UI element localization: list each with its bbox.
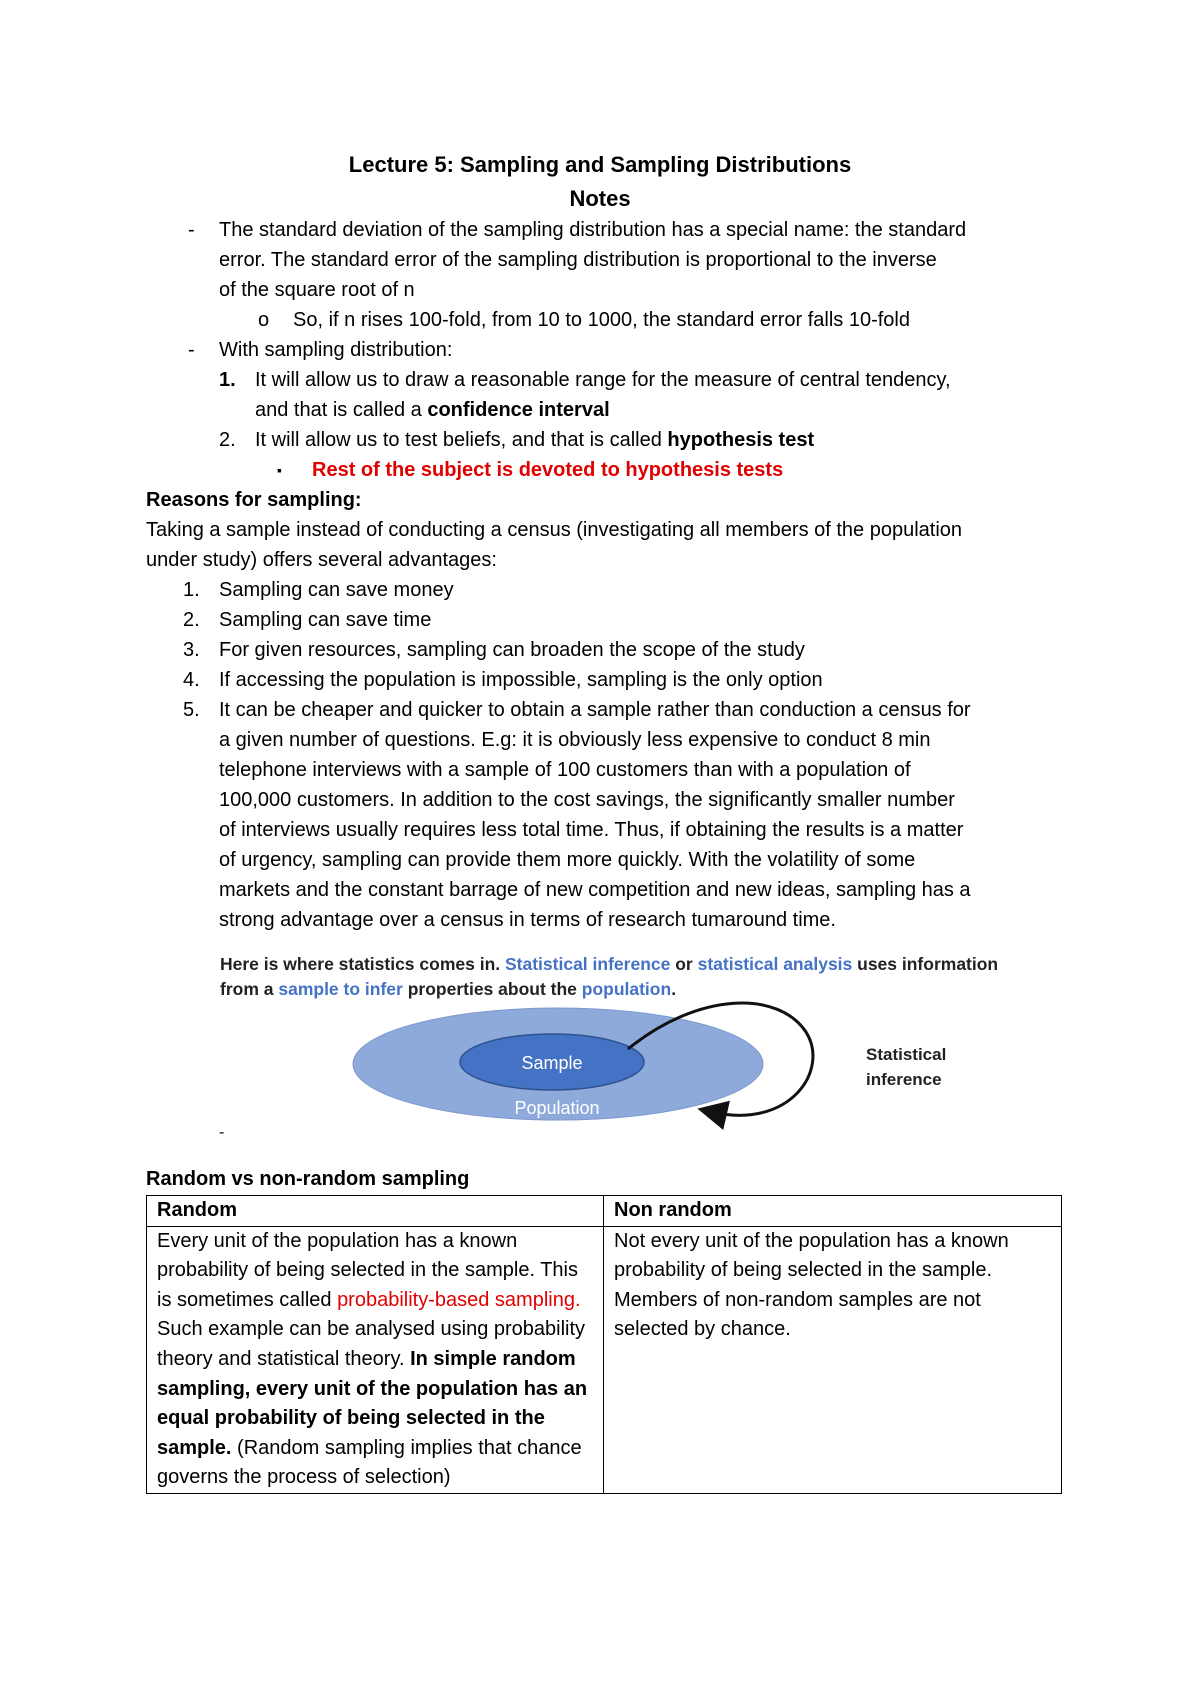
caption-part: uses information	[852, 954, 999, 974]
cell-text: Every unit of the population has a known probability of being selected in the sample. This is sometimes called	[157, 1229, 578, 1311]
dash-bullet: -	[188, 339, 195, 361]
population-label: Population	[514, 1098, 600, 1118]
sub-bullet-text: So, if n rises 100-fold, from 10 to 1000, the standard error falls 10-fold	[293, 309, 910, 331]
reasons-intro: under study) offers several advantages:	[146, 549, 497, 571]
list-item-continued: a given number of questions. E.g: it is obviously less expensive to conduct 8 min	[219, 729, 931, 751]
note-line: With sampling distribution:	[219, 339, 453, 361]
page-subtitle: Notes	[569, 186, 631, 211]
square-bullet-marker: ▪	[277, 462, 282, 478]
list-number: 4.	[183, 669, 200, 691]
reasons-intro: Taking a sample instead of conducting a census (investigating all members of the population	[146, 519, 963, 541]
figure-caption-line2	[220, 977, 676, 1002]
hypothesis-test-term: hypothesis test	[667, 429, 815, 451]
table-header-row	[147, 1196, 1062, 1227]
list-item: For given resources, sampling can broaden the scope of the study	[219, 639, 805, 661]
dash-bullet: -	[219, 1124, 225, 1141]
inference-label-line2: inference	[866, 1070, 942, 1089]
inference-diagram	[218, 952, 1038, 1142]
header-random: Random	[147, 1196, 604, 1227]
list-item: Sampling can save time	[219, 609, 432, 631]
simple-random-definition: In simple random sampling, every unit of the population has an equal probability of being selected in the sample.	[157, 1347, 588, 1459]
dash-bullet: -	[188, 219, 195, 241]
list-item-continued: 100,000 customers. In addition to the cost savings, the significantly smaller number	[219, 789, 955, 811]
caption-highlight: population	[581, 979, 672, 999]
list-text	[255, 426, 814, 456]
caption-highlight: Statistical inference	[505, 954, 671, 974]
list-text: It will allow us to draw a reasonable range for the measure of central tendency,	[255, 369, 951, 391]
list-number: 5.	[183, 699, 200, 721]
header-non-random: Non random	[604, 1196, 1062, 1227]
caption-part: from a	[220, 979, 279, 999]
cell-random	[147, 1226, 604, 1493]
figure-caption-line1	[220, 952, 998, 977]
cell-text: Such example can be analysed using probability theory and statistical theory.	[157, 1318, 586, 1370]
confidence-interval-term: confidence interval	[427, 399, 610, 421]
caption-highlight: sample to infer	[278, 979, 403, 999]
note-line: The standard deviation of the sampling distribution has a special name: the standard	[219, 219, 967, 241]
list-number: 2.	[219, 429, 236, 451]
list-item: Sampling can save money	[219, 579, 454, 601]
caption-part: Here is where statistics comes in.	[220, 954, 505, 974]
comparison-heading: Random vs non-random sampling	[146, 1168, 470, 1190]
cell-text: (Random sampling implies that chance governs the process of selection)	[157, 1436, 582, 1489]
reasons-heading: Reasons for sampling:	[146, 489, 362, 511]
list-item-continued: of interviews usually requires less total time. Thus, if obtaining the results is a matter	[219, 819, 964, 841]
list-number: 1.	[219, 369, 236, 391]
comparison-table	[146, 1195, 1062, 1494]
list-number: 3.	[183, 639, 200, 661]
note-line: error. The standard error of the sampling distribution is proportional to the inverse	[219, 249, 937, 271]
list-item: If accessing the population is impossible, sampling is the only option	[219, 669, 823, 691]
list-item-continued: strong advantage over a census in terms of research tumaround time.	[219, 909, 836, 931]
list-item: It can be cheaper and quicker to obtain a sample rather than conduction a census for	[219, 699, 971, 721]
caption-part: or	[670, 954, 698, 974]
sub-bullet-marker: o	[258, 309, 270, 331]
caption-part: properties about the	[402, 979, 582, 999]
inference-label-line1: Statistical	[866, 1045, 947, 1064]
list-number: 1.	[183, 579, 200, 601]
list-text	[255, 396, 610, 426]
caption-part: .	[671, 979, 677, 999]
list-item-continued: markets and the constant barrage of new competition and new ideas, sampling has a	[219, 879, 971, 901]
caption-highlight: statistical analysis	[697, 954, 853, 974]
list-text-part: and that is called a	[255, 399, 428, 421]
note-line: of the square root of n	[219, 279, 415, 301]
list-item-continued: telephone interviews with a sample of 100 customers than with a population of	[219, 759, 911, 781]
list-number: 2.	[183, 609, 200, 631]
page-title: Lecture 5: Sampling and Sampling Distributions	[348, 152, 852, 177]
list-item-continued: of urgency, sampling can provide them more quickly. With the volatility of some	[219, 849, 916, 871]
cell-non-random: Not every unit of the population has a known probability of being selected in the sample. Members of non-random samples are not selected by chance.	[604, 1226, 1062, 1493]
probability-based-term: probability-based sampling.	[337, 1288, 581, 1311]
sample-label: Sample	[521, 1053, 583, 1073]
list-text-part: It will allow us to test beliefs, and that is called	[255, 429, 668, 451]
highlight-note: Rest of the subject is devoted to hypothesis tests	[312, 459, 784, 481]
table-row	[147, 1226, 1062, 1493]
